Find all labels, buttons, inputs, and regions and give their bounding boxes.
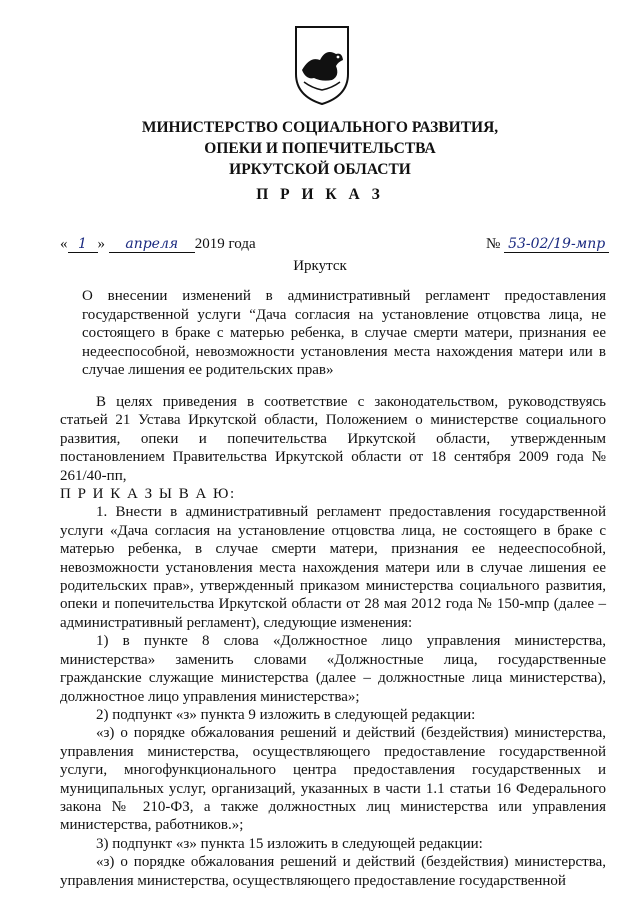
order-body	[60, 393, 606, 890]
coat-of-arms-icon	[292, 24, 352, 106]
item-1-3-text-paragraph: «з) о порядке обжалования решений и действий (бездействия) министерства, управления министерства, осуществляющего предоставление государственной	[60, 854, 606, 889]
order-date	[60, 236, 256, 253]
item-1-paragraph: 1. Внести в административный регламент предоставления государственной услуги «Дача согласия на установление отцовства лица, не состоящего в браке с матерью ребенка, в случае смерти матери, признания ее недееспособной, невозможности установления места нахождения матери или в случае лишения ее родительских прав», утвержденный приказом министерства социального развития, опеки и попечительства Иркутской области от 28 мая 2012 года № 150-мпр (далее – административный регламент), следующие изменения:	[60, 504, 606, 631]
order-number	[486, 236, 609, 253]
date-day: 1	[68, 236, 98, 253]
item-1-3-paragraph: 3) подпункт «з» пункта 15 изложить в следующей редакции:	[96, 835, 483, 852]
ministry-line-1: МИНИСТЕРСТВО СОЦИАЛЬНОГО РАЗВИТИЯ,	[141, 119, 499, 136]
city: Иркутск	[293, 258, 347, 274]
item-1-2-text-paragraph: «з) о порядке обжалования решений и действий (бездействия) министерства, управления министерства, осуществляющего предоставление государственной услуги, многофункционального центра предоставления государственных и муниципальных услуг, организаций, указанных в части 1.1 статьи 16 Федерального закона № 210-ФЗ, а также должностных лиц министерства или управления министерства, работников.»;	[60, 725, 606, 834]
item-1-2-paragraph: 2) подпункт «з» пункта 9 изложить в следующей редакции:	[96, 706, 476, 723]
date-close-quote: »	[97, 236, 105, 252]
date-year: 2019 года	[194, 236, 256, 252]
number-value: 53-02/19-мпр	[504, 236, 609, 253]
date-month: апреля	[109, 236, 195, 253]
ministry-name	[100, 117, 540, 180]
ministry-line-2: ОПЕКИ И ПОПЕЧИТЕЛЬСТВА	[204, 140, 436, 157]
orders-word: П Р И К А З Ы В А Ю:	[60, 486, 236, 503]
order-subject: О внесении изменений в административный регламент предоставления государственной услуги “Дача согласия на установление отцовства лица, не состоящего в браке с матерью ребенка, в случае смерти матери, признания ее недееспособной, невозможности установления места нахождения матери или в случае лишения ее родительских прав»	[82, 288, 606, 378]
number-label: №	[486, 236, 501, 252]
preamble-paragraph: В целях приведения в соответствие с законодательством, руководствуясь статьей 21 Устава Иркутской области, Положением о министерстве социального развития, опеки и попечительства Иркутской области, утвержденным постановлением Правительства Иркутской области от 18 сентября 2009 года № 261/40-пп,	[60, 394, 606, 484]
item-1-1-paragraph: 1) в пункте 8 слова «Должностное лицо управления министерства, министерства» заменить словами «Должностные лица, государственные гражданские служащие министерства (далее – должностные лица министерства), должностное лицо управления министерства»;	[60, 633, 606, 705]
date-open-quote: «	[60, 236, 68, 252]
ministry-line-3: ИРКУТСКОЙ ОБЛАСТИ	[229, 161, 411, 178]
document-type-title: П Р И К А З	[256, 186, 384, 203]
